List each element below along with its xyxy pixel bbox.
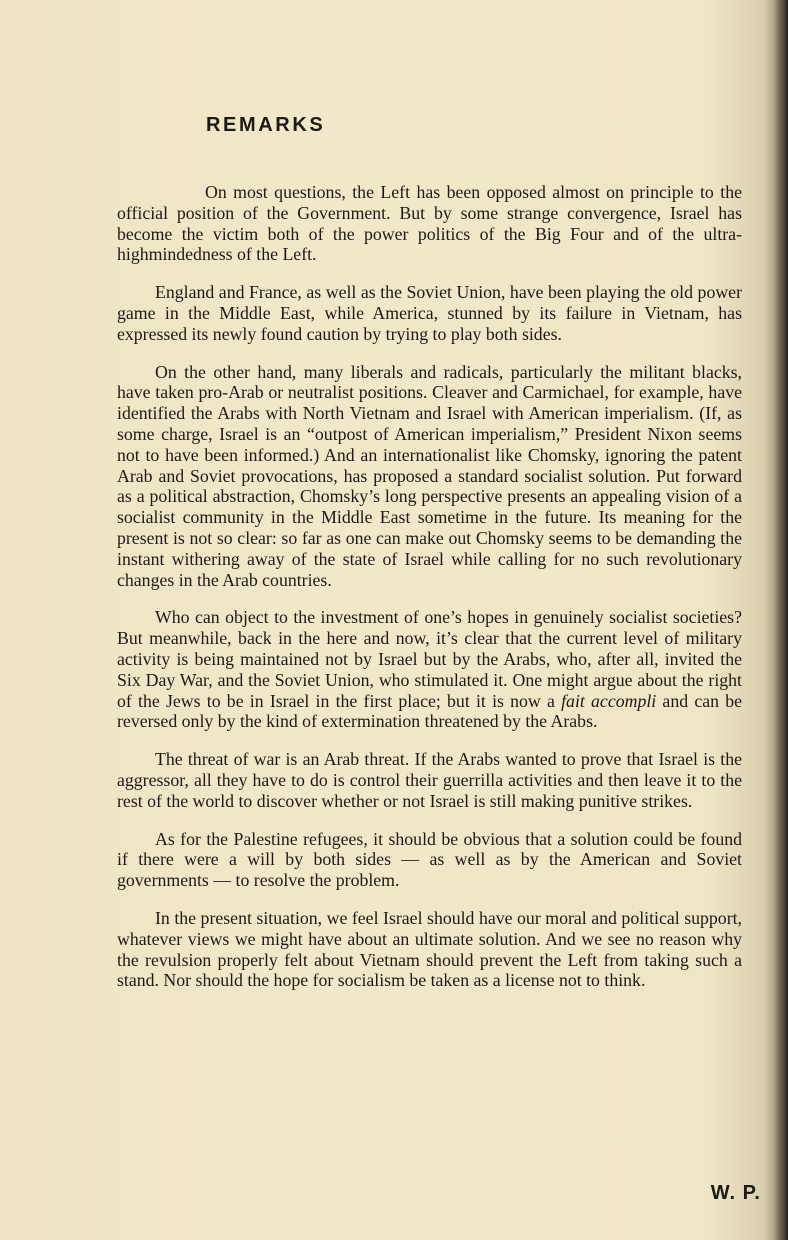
paragraph-7: In the present situation, we feel Israel should have our moral and political support, whatever views we might have about an ultimate solution. And we see no reason why the revulsion properly felt about Vietnam should prevent the Left from taking such a stand. Nor should the hope for socialism be taken as a license not to think. <box>117 907 742 991</box>
paragraph-4-text-start: Who can object to the investment of one’s hopes in genuinely socialist societies? But meanwhile, back in the here and now, it’s clear that the current level of military activity is being maintained not by Israel but by the Arabs, who, after all, invited the Six Day War, and the Soviet Union, who stimulated it. One might argue about the right of the Jews to be in Israel in the first place; but it is now a <box>117 607 742 711</box>
section-heading: REMARKS <box>206 114 326 136</box>
paragraph-3: On the other hand, many liberals and radicals, particularly the militant blacks, have taken pro-Arab or neutralist positions. Cleaver and Carmichael, for example, have identified the Arabs with North Vietnam and Israel with American imperialism. (If, as some charge, Israel is an “outpost of American imperialism,” President Nixon seems not to have been informed.) And an internationalist like Chomsky, ignoring the patent Arab and Soviet provocations, has proposed a standard socialist solution. Put forward as a political abstraction, Chomsky’s long perspective presents an appealing vision of a socialist community in the Middle East sometime in the future. Its meaning for the present is not so clear: so far as one can make out Chomsky seems to be demanding the instant withering away of the state of Israel while calling for no such revolutionary changes in the Arab countries. <box>117 361 742 590</box>
article-body <box>117 182 742 1008</box>
paragraph-4-text-end: and can be reversed only by the kind of extermination threatened by the Arabs. <box>117 690 742 732</box>
page-edge-shadow <box>774 0 788 1240</box>
author-signature: W. P. <box>710 1182 761 1204</box>
paragraph-1: On most questions, the Left has been opposed almost on principle to the official position of the Government. But by some strange convergence, Israel has become the victim both of the power politics of the Big Four and of the ultra-highmindedness of the Left. <box>117 182 742 265</box>
paragraph-4-italic-phrase: fait accompli <box>561 690 657 711</box>
paragraph-2: England and France, as well as the Soviet Union, have been playing the old power game in the Middle East, while America, stunned by its failure in Vietnam, has expressed its newly found caution by trying to play both sides. <box>117 282 742 344</box>
paragraph-5: The threat of war is an Arab threat. If the Arabs wanted to prove that Israel is the aggressor, all they have to do is control their guerrilla activities and then leave it to the rest of the world to discover whether or not Israel is still making punitive strikes. <box>117 749 742 811</box>
paragraph-4 <box>117 607 742 732</box>
paragraph-6: As for the Palestine refugees, it should be obvious that a solution could be found if there were a will by both sides — as well as by the American and Soviet governments — to resolve the problem. <box>117 828 742 891</box>
